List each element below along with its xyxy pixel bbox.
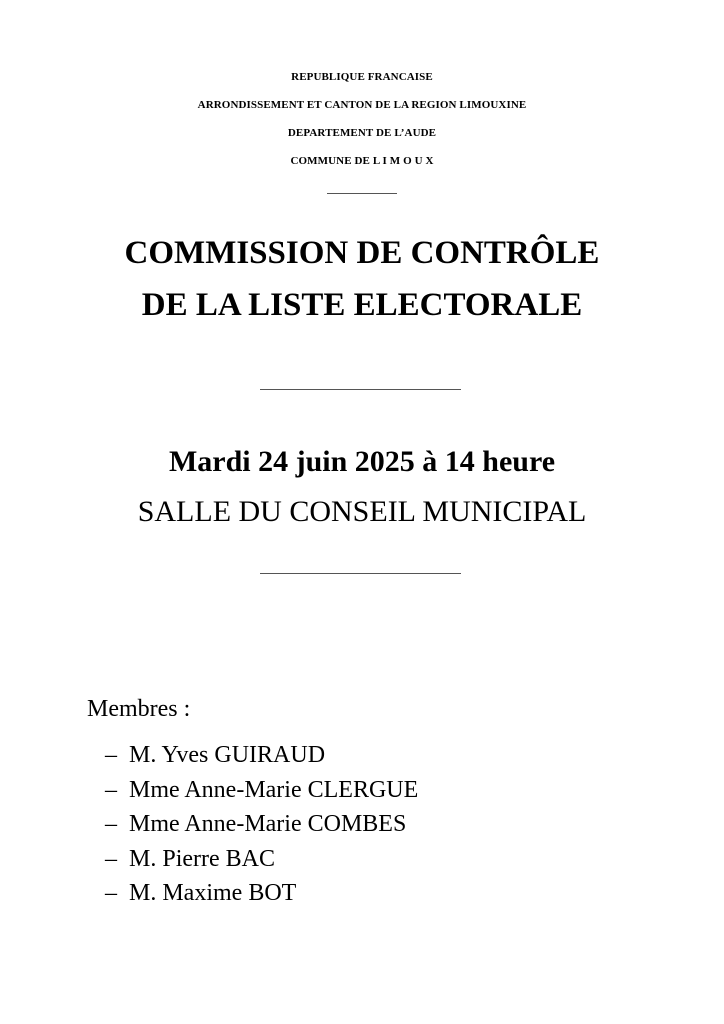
dash-bullet: –: [105, 811, 117, 837]
dash-bullet: –: [105, 845, 117, 872]
header-arrondissement: ARRONDISSEMENT ET CANTON DE LA REGION LIMOUXINE: [197, 99, 527, 111]
dash-bullet: –: [105, 742, 117, 768]
title-divider: [260, 389, 461, 390]
dash-bullet: –: [105, 776, 117, 803]
list-item: [105, 773, 418, 808]
members-label: Membres :: [87, 696, 191, 722]
member-name: M. Yves GUIRAUD: [129, 742, 326, 768]
members-list: [105, 738, 418, 911]
member-name: M. Pierre BAC: [129, 845, 275, 872]
member-name: Mme Anne-Marie COMBES: [129, 811, 407, 837]
meeting-divider: [260, 573, 461, 574]
member-name: M. Maxime BOT: [129, 880, 297, 906]
member-name: Mme Anne-Marie CLERGUE: [129, 776, 419, 803]
header-republique: REPUBLIQUE FRANCAISE: [291, 71, 433, 83]
list-item: [105, 876, 418, 911]
document-title-line-1: COMMISSION DE CONTRÔLE: [124, 235, 600, 271]
list-item: [105, 738, 418, 773]
header-departement: DEPARTEMENT DE L’AUDE: [287, 127, 437, 139]
list-item: [105, 842, 418, 877]
dash-bullet: –: [105, 880, 117, 906]
header-divider: [327, 193, 397, 194]
header-commune: COMMUNE DE L I M O U X: [290, 155, 434, 167]
meeting-place: SALLE DU CONSEIL MUNICIPAL: [137, 495, 587, 528]
meeting-date: Mardi 24 juin 2025 à 14 heure: [168, 445, 556, 478]
document-title-line-2: DE LA LISTE ELECTORALE: [141, 287, 583, 323]
list-item: [105, 807, 418, 842]
